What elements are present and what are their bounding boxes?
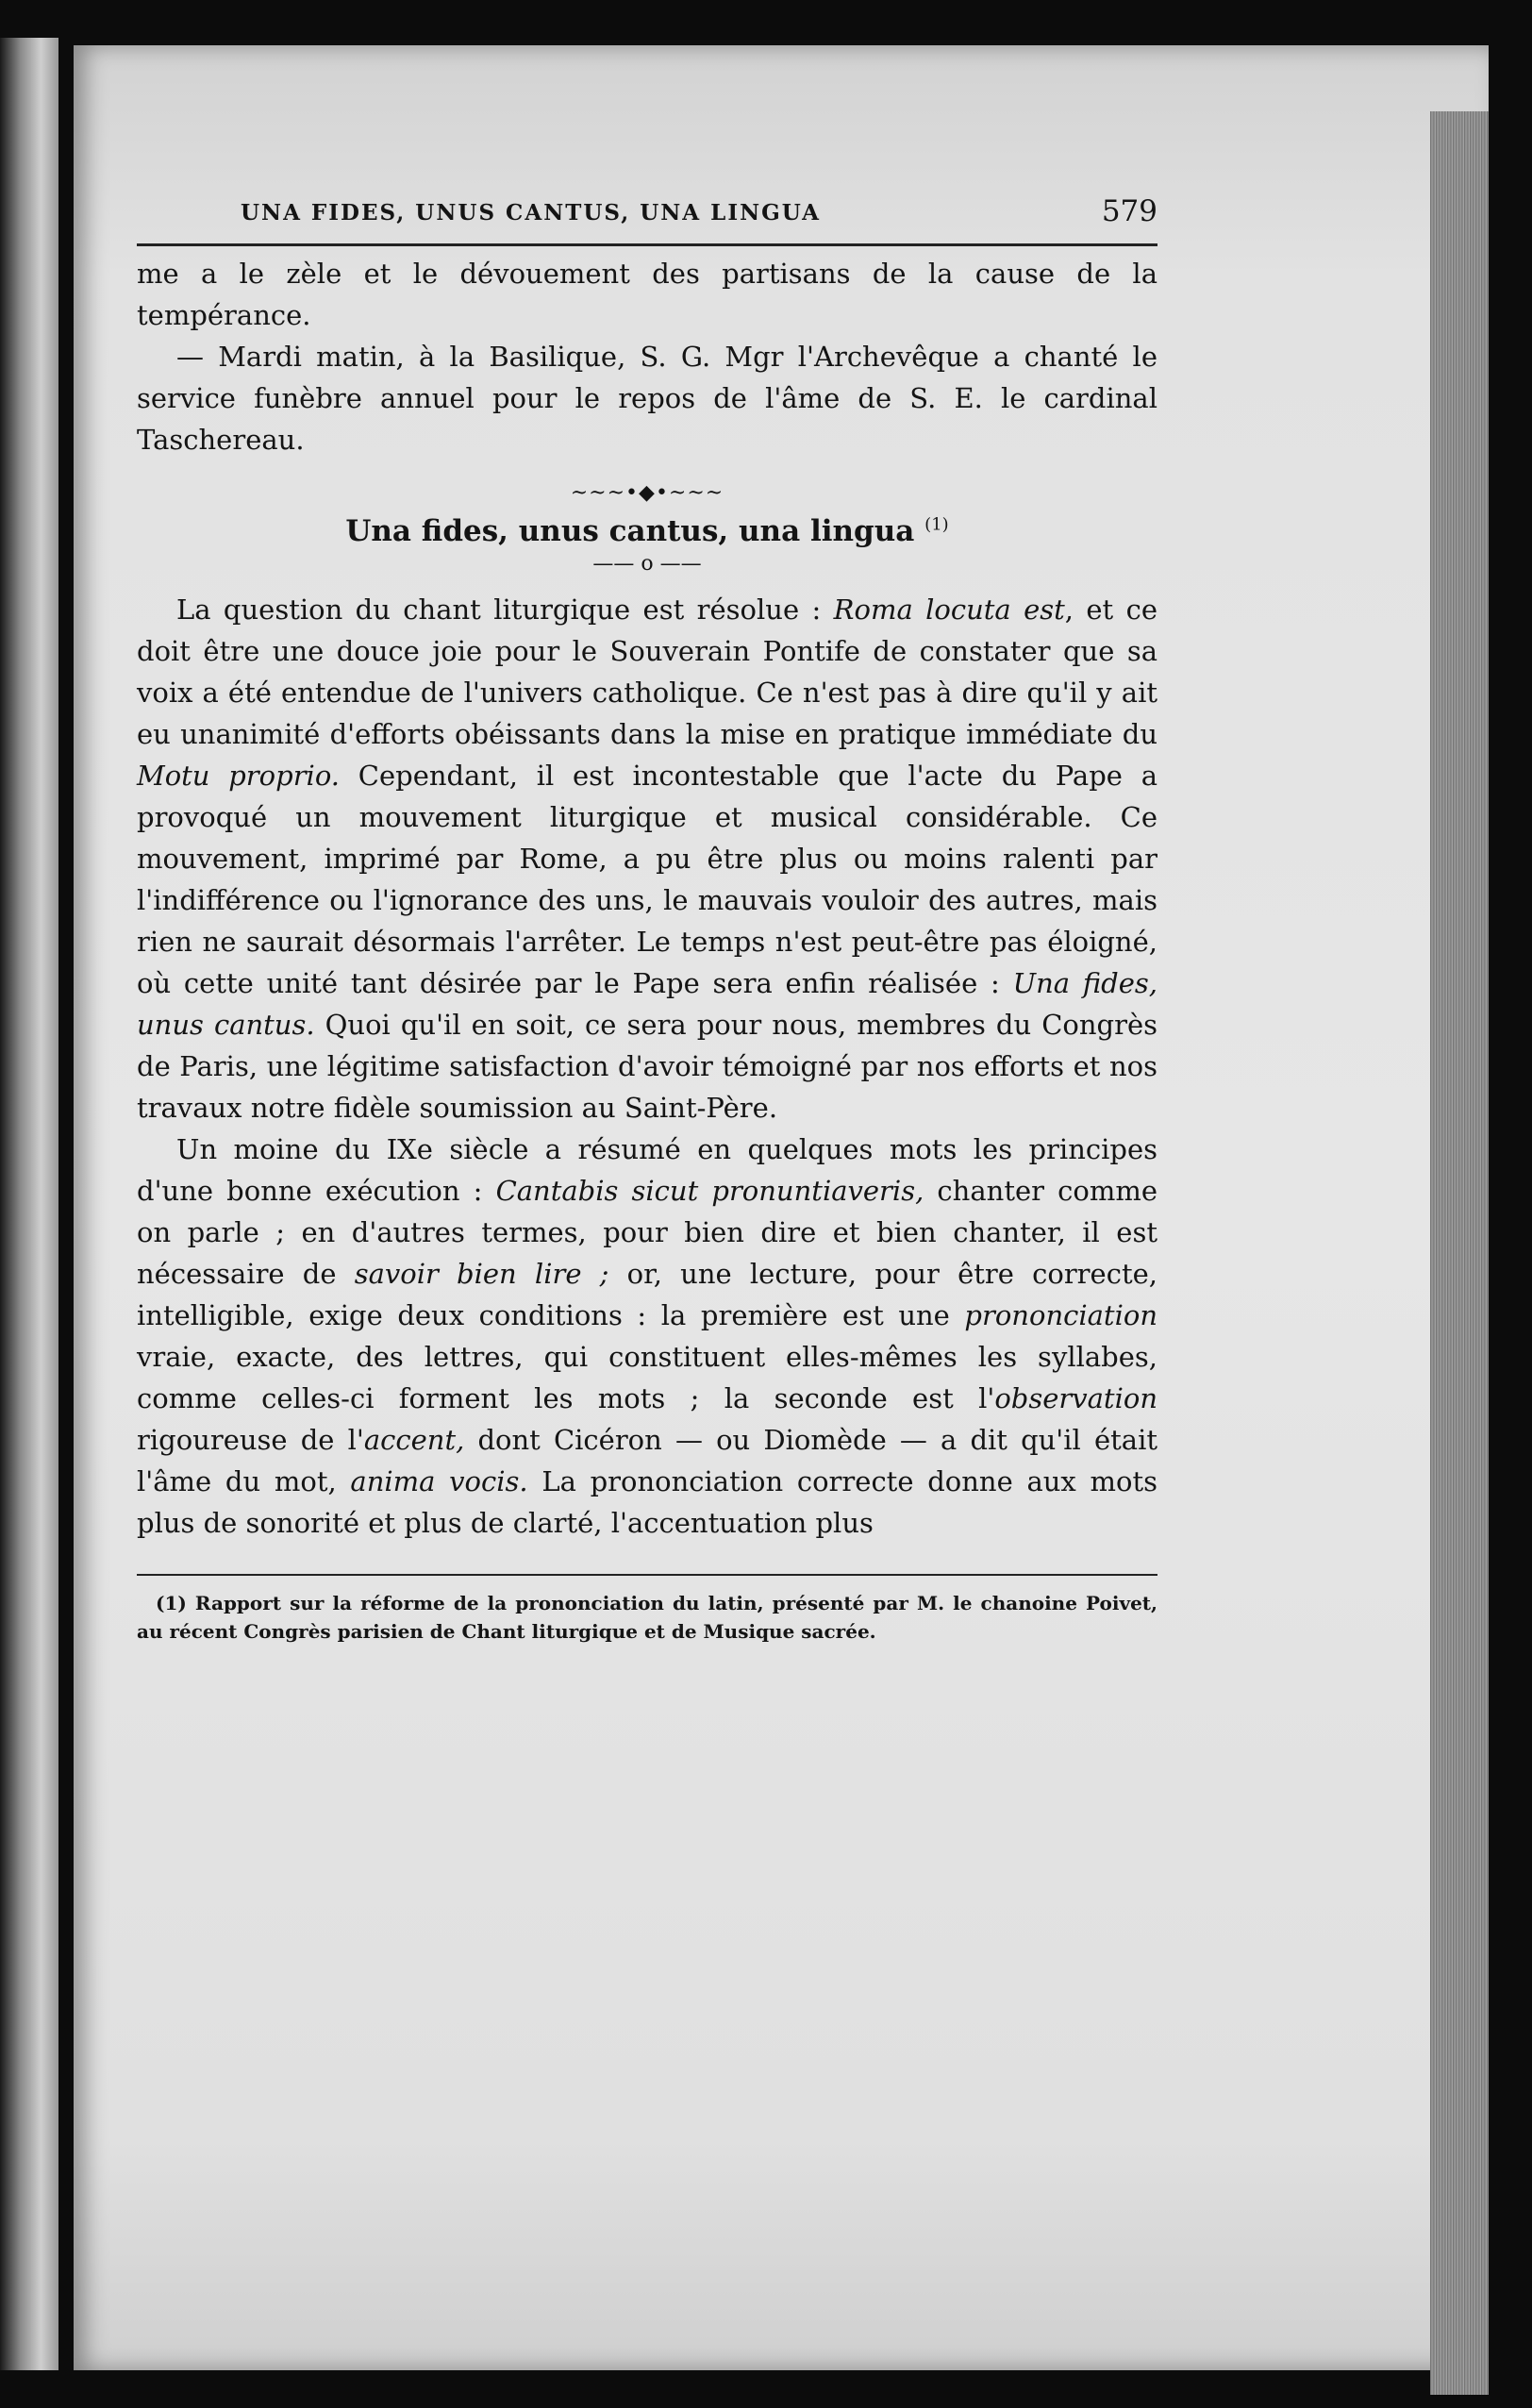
title-separator: —— o —— (592, 552, 702, 576)
footnote-text: (1) Rapport sur la réforme de la prononciation du latin, présenté par M. le chanoine Poivet, au récent Congrès parisien de Chant liturgique et de Musique sacrée. (137, 1592, 1157, 1643)
article-title (137, 514, 1157, 548)
footnote-rule (137, 1574, 1157, 1576)
footnote (137, 1589, 1157, 1646)
page-number: 579 (1101, 194, 1157, 228)
page-stack-edge (1430, 111, 1489, 2395)
section-ornament: ~~~•◆•~~~ (570, 481, 724, 505)
footnote-mark: (1) (924, 514, 949, 535)
continued-paragraph: me a le zèle et le dévouement des partisans de la cause de la tempérance. (137, 258, 1157, 331)
running-head (137, 194, 1157, 247)
article-paragraph-2: Un moine du IXe siècle a résumé en quelques mots les principes d'une bonne exécution : Cantabis sicut pronuntiaveris, chanter comme on parle ; en d'autres termes, pour bien dire et bien chanter, il est nécessaire de savoir bien lire ; or, une lecture, pour être correcte, intelligible, exige deux conditions : la première est une prononciation vraie, exacte, des lettres, qui constituent elles-mêmes les syllabes, comme celles-ci forment les mots ; la seconde est l'observation rigoureuse de l'accent, dont Cicéron — ou Diomède — a dit qu'il était l'âme du mot, anima vocis. La prononciation correcte donne aux mots plus de sonorité et plus de clarté, l'accentuation plus (137, 1133, 1158, 1539)
article-paragraph-1: La question du chant liturgique est résolue : Roma locuta est, et ce doit être une douce joie pour le Souverain Pontife de constater que sa voix a été entendue de l'univers catholique. Ce n'est pas à dire qu'il y ait eu unanimité d'efforts obéissants dans la mise en pratique immédiate du Motu proprio. Cependant, il est incontestable que l'acte du Pape a provoqué un mouvement liturgique et musical considérable. Ce mouvement, imprimé par Rome, a pu être plus ou moins ralenti par l'indifférence ou l'ignorance des uns, le mauvais vouloir des autres, mais rien ne saurait désormais l'arrêter. Le temps n'est peut-être pas éloigné, où cette unité tant désirée par le Pape sera enfin réalisée : Una fides, unus cantus. Quoi qu'il en soit, ce sera pour nous, membres du Congrès de Paris, une légitime satisfaction d'avoir témoigné par nos efforts et nos travaux notre fidèle soumission au Saint-Père. (137, 594, 1157, 1124)
running-head-title: UNA FIDES, UNUS CANTUS, UNA LINGUA (241, 200, 821, 226)
text-block (137, 194, 1157, 1646)
header-rule (137, 243, 1157, 246)
news-paragraph: — Mardi matin, à la Basilique, S. G. Mgr l'Archevêque a chanté le service funèbre annuel pour le repos de l'âme de S. E. le cardinal Taschereau. (137, 341, 1157, 456)
left-page-edge (0, 38, 58, 2370)
article-title-text: Una fides, unus cantus, una lingua (345, 514, 915, 548)
